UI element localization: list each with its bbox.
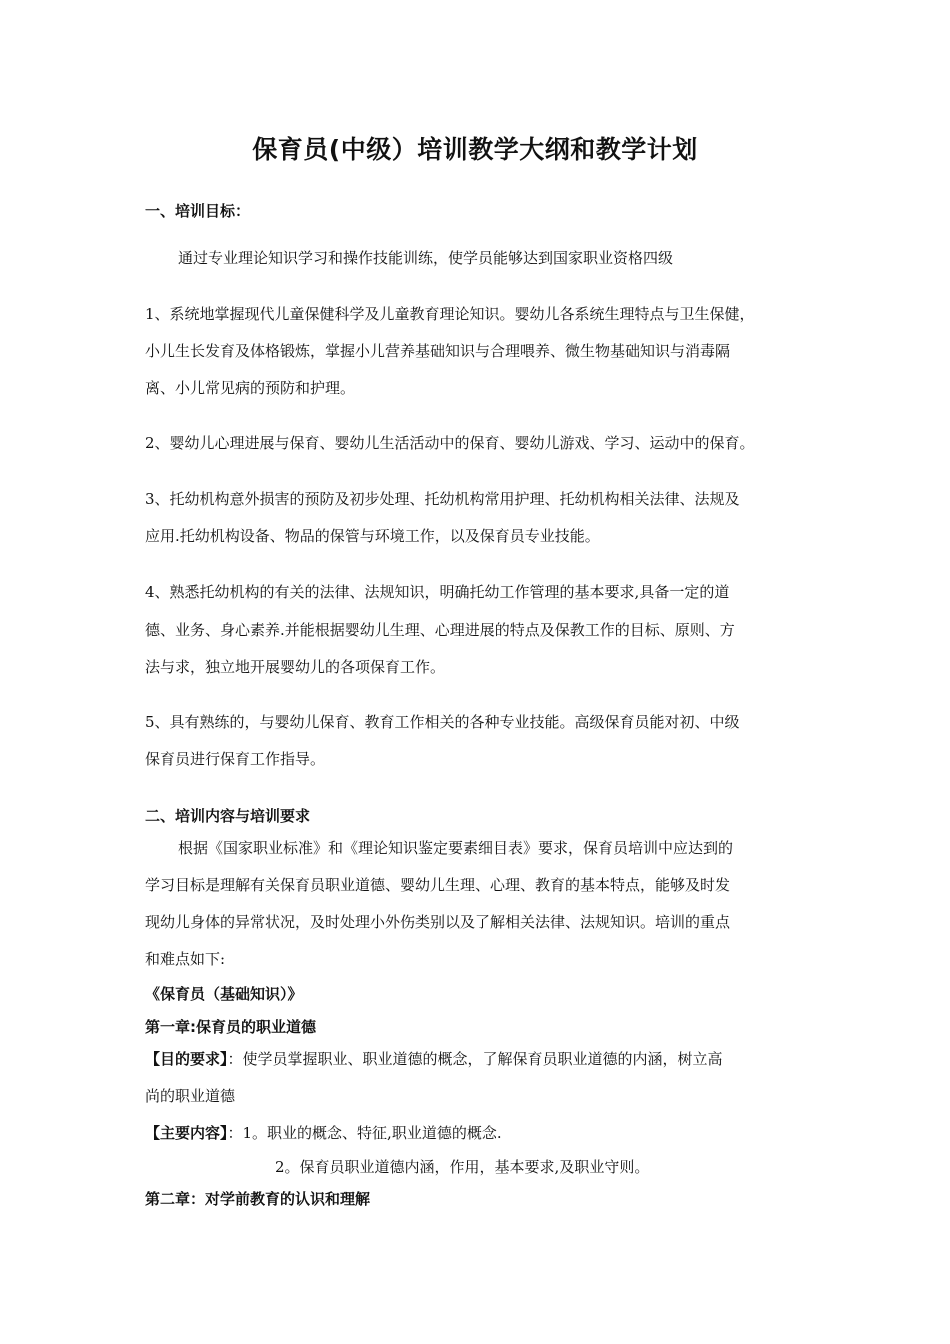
goal-item-1-line-3: 离、小儿常见病的预防和护理。: [145, 379, 356, 397]
goal-item-3-line-2: 应用.托幼机构设备、物品的保管与环境工作，以及保育员专业技能。: [145, 527, 600, 545]
section1-intro: 通过专业理论知识学习和操作技能训练，使学员能够达到国家职业资格四级: [178, 249, 674, 267]
goal-item-2-line-1: 2、婴幼儿心理进展与保育、婴幼儿生活活动中的保育、婴幼儿游戏、学习、运动中的保育。: [145, 434, 755, 452]
section1-heading: 一、培训目标：: [145, 202, 251, 220]
goal-item-5-line-2: 保育员进行保育工作指导。: [145, 750, 326, 768]
section2-intro-line-2: 学习目标是理解有关保育员职业道德、婴幼儿生理、心理、教育的基本特点，能够及时发: [145, 876, 731, 894]
goal-item-4-line-1: 4、熟悉托幼机构的有关的法律、法规知识，明确托幼工作管理的基本要求,具备一定的道: [145, 583, 730, 601]
goal-item-1-line-2: 小儿生长发育及体格锻炼，掌握小儿营养基础知识与合理喂养、微生物基础知识与消毒隔: [145, 342, 731, 360]
book-title: 《保育员（基础知识）》: [145, 985, 303, 1003]
goal-label: 【目的要求】: [145, 1050, 228, 1068]
page-title: 保育员(中级）培训教学大纲和教学计划: [252, 135, 698, 164]
chapter-1-title: 第一章:保育员的职业道德: [145, 1018, 316, 1036]
section2-intro-line-4: 和难点如下:: [145, 950, 226, 968]
goal-item-3-line-1: 3、托幼机构意外损害的预防及初步处理、托幼机构常用护理、托幼机构相关法律、法规及: [145, 490, 740, 508]
chapter-1-content: [145, 1122, 502, 1143]
chapter-2-title: 第二章：对学前教育的认识和理解: [145, 1190, 371, 1208]
section2-heading: 二、培训内容与培训要求: [145, 807, 311, 825]
goal-item-4-line-2: 德、业务、身心素养.并能根据婴幼儿生理、心理进展的特点及保教工作的目标、原则、方: [145, 621, 735, 639]
goal-text-line-2: 尚的职业道德: [145, 1087, 236, 1105]
section2-intro-line-1: 根据《国家职业标准》和《理论知识鉴定要素细目表》要求，保育员培训中应达到的: [178, 839, 734, 857]
goal-item-4-line-3: 法与求，独立地开展婴幼儿的各项保育工作。: [145, 658, 446, 676]
goal-text-line-1: ：使学员掌握职业、职业道德的概念，了解保育员职业道德的内涵，树立高: [227, 1050, 723, 1068]
content-label: 【主要内容】: [145, 1124, 228, 1142]
chapter-1-goal: [145, 1048, 723, 1069]
content-line-1: ：1。职业的概念、特征,职业道德的概念.: [227, 1124, 502, 1142]
content-line-2: 2。保育员职业道德内涵，作用，基本要求,及职业守则。: [275, 1158, 650, 1176]
section2-intro-line-3: 现幼儿身体的异常状况，及时处理小外伤类别以及了解相关法律、法规知识。培训的重点: [145, 913, 731, 931]
goal-item-1-line-1: 1、系统地掌握现代儿童保健科学及儿童教育理论知识。婴幼儿各系统生理特点与卫生保健，: [145, 305, 755, 323]
goal-item-5-line-1: 5、具有熟练的，与婴幼儿保育、教育工作相关的各种专业技能。高级保育员能对初、中级: [145, 713, 740, 731]
